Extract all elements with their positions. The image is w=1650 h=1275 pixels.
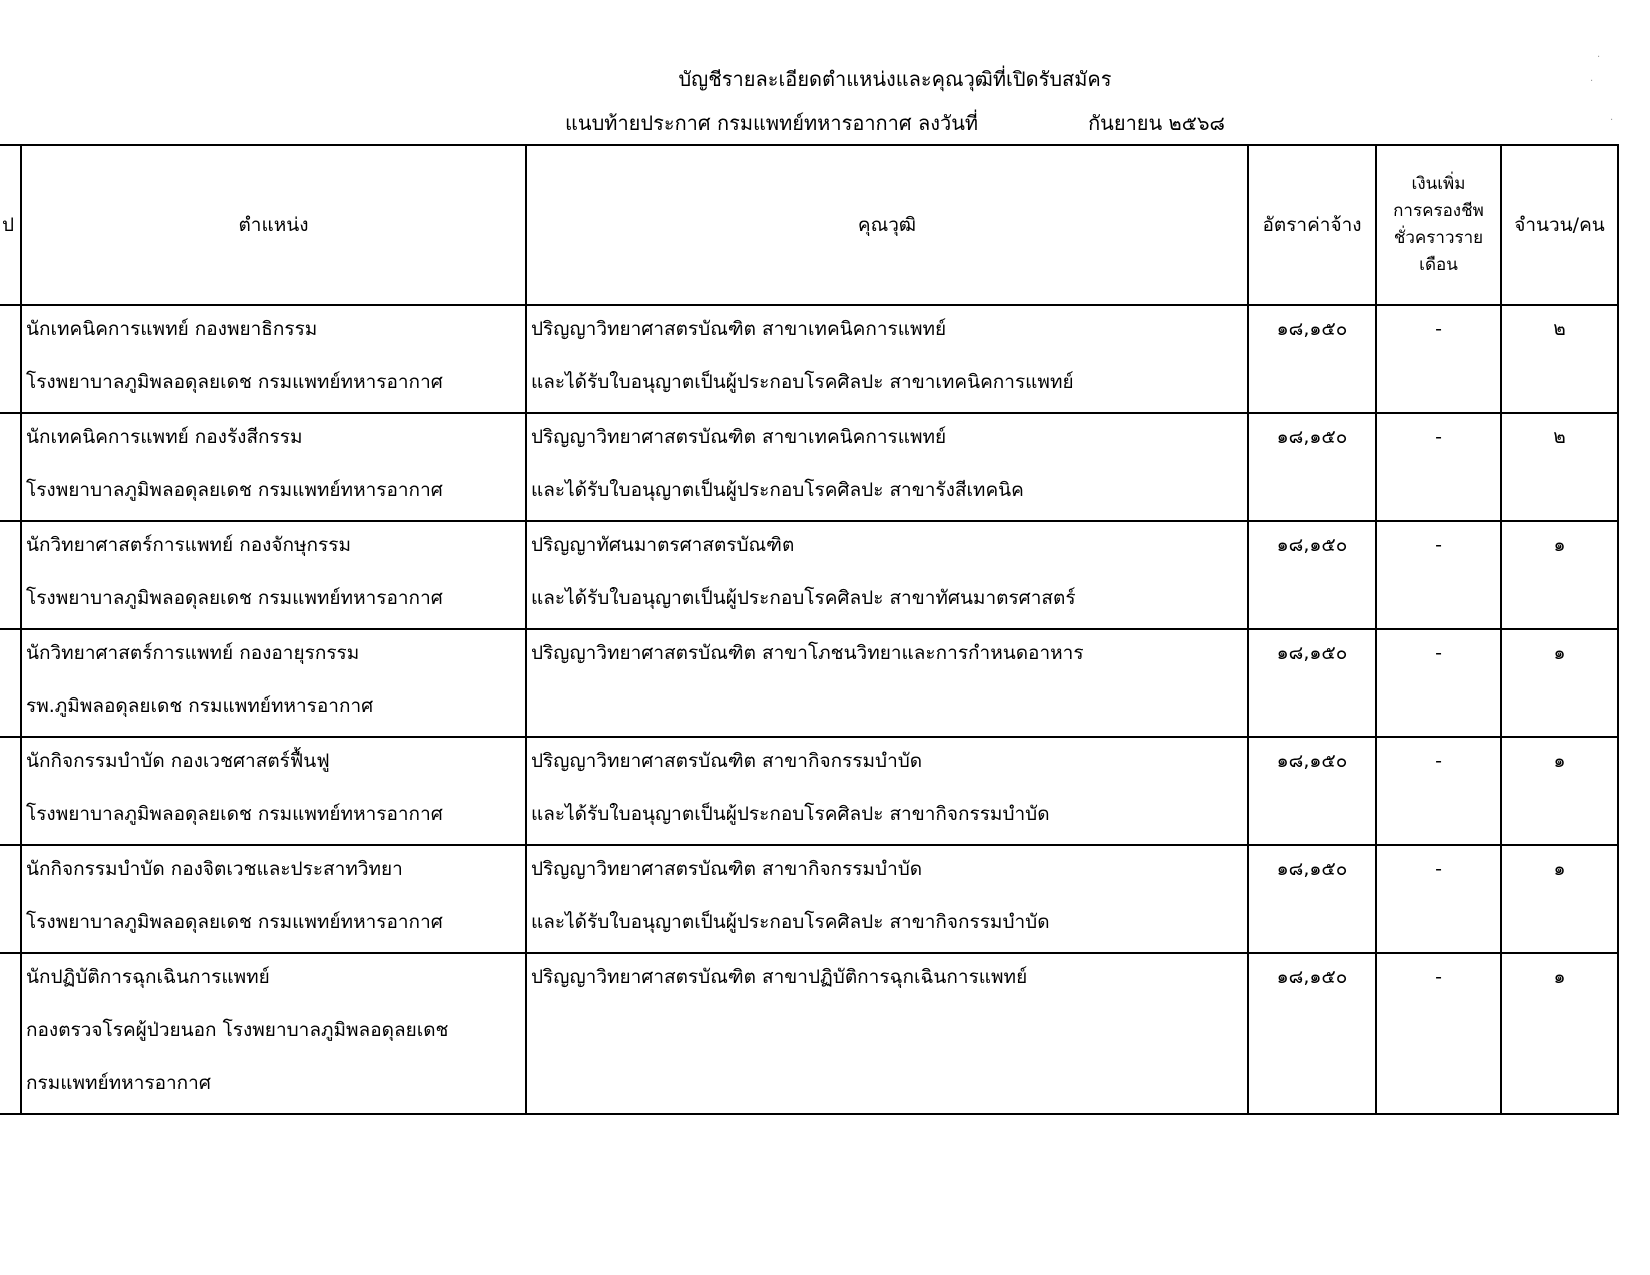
position-cell [21,953,526,1114]
qualification-line: ปริญญาวิทยาศาสตรบัณฑิต สาขากิจกรรมบำบัด [531,750,923,772]
position-line: นักกิจกรรมบำบัด กองเวชศาสตร์ฟื้นฟู [26,750,330,772]
table-row [0,629,1618,737]
table-row [0,953,1618,1114]
order-cell [0,629,21,737]
rate-cell: ๑๘,๑๕๐ [1248,845,1376,953]
scan-speck: · [1597,52,1601,63]
count-cell: ๒ [1501,305,1618,413]
qualification-line: และได้รับใบอนุญาตเป็นผู้ประกอบโรคศิลปะ สาขากิจกรรมบำบัด [531,803,1050,825]
position-line: โรงพยาบาลภูมิพลอดุลยเดช กรมแพทย์ทหารอากาศ [26,587,443,609]
position-line: โรงพยาบาลภูมิพลอดุลยเดช กรมแพทย์ทหารอากาศ [26,911,443,933]
header-position: ตำแหน่ง [21,145,526,305]
count-cell: ๑ [1501,953,1618,1114]
position-cell [21,305,526,413]
position-line: นักปฏิบัติการฉุกเฉินการแพทย์ [26,966,270,988]
header-order: ป [0,145,21,305]
allowance-cell: - [1376,737,1501,845]
count-cell: ๑ [1501,845,1618,953]
qualification-line: ปริญญาวิทยาศาสตรบัณฑิต สาขากิจกรรมบำบัด [531,858,923,880]
position-line: กรมแพทย์ทหารอากาศ [26,1072,211,1094]
position-line: นักวิทยาศาสตร์การแพทย์ กองจักษุกรรม [26,534,351,556]
allowance-cell: - [1376,521,1501,629]
qualification-line: ปริญญาวิทยาศาสตรบัณฑิต สาขาปฏิบัติการฉุกเฉินการแพทย์ [531,966,1028,988]
position-cell [21,521,526,629]
rate-cell: ๑๘,๑๕๐ [1248,737,1376,845]
qualification-cell [526,413,1248,521]
position-line: นักเทคนิคการแพทย์ กองพยาธิกรรม [26,318,318,340]
header-allowance-line: เงินเพิ่ม [1411,174,1466,194]
position-cell [21,845,526,953]
allowance-cell: - [1376,305,1501,413]
header-row [0,145,1618,305]
qualification-line: ปริญญาวิทยาศาสตรบัณฑิต สาขาโภชนวิทยาและการกำหนดอาหาร [531,642,1084,664]
header-count: จำนวน/คน [1501,145,1618,305]
order-cell [0,953,21,1114]
header-allowance-line: ชั่วคราวราย [1393,228,1484,248]
position-cell [21,413,526,521]
position-line: นักกิจกรรมบำบัด กองจิตเวชและประสาทวิทยา [26,858,403,880]
qualification-line: ปริญญาทัศนมาตรศาสตรบัณฑิต [531,534,795,556]
table-row [0,413,1618,521]
position-line: รพ.ภูมิพลอดุลยเดช กรมแพทย์ทหารอากาศ [26,695,374,717]
document-subtitle [0,107,1650,139]
position-cell [21,737,526,845]
table-row [0,305,1618,413]
position-line: กองตรวจโรคผู้ป่วยนอก โรงพยาบาลภูมิพลอดุลยเดช [26,1019,449,1041]
order-cell [0,305,21,413]
position-line: นักวิทยาศาสตร์การแพทย์ กองอายุรกรรม [26,642,360,664]
allowance-cell: - [1376,629,1501,737]
order-cell [0,845,21,953]
qualification-line: และได้รับใบอนุญาตเป็นผู้ประกอบโรคศิลปะ สาขาทัศนมาตรศาสตร์ [531,587,1076,609]
order-cell [0,413,21,521]
qualification-line: ปริญญาวิทยาศาสตรบัณฑิต สาขาเทคนิคการแพทย์ [531,426,947,448]
header-qualification: คุณวุฒิ [526,145,1248,305]
header-allowance [1376,145,1501,305]
positions-table [0,144,1619,1115]
table-row [0,521,1618,629]
position-line: โรงพยาบาลภูมิพลอดุลยเดช กรมแพทย์ทหารอากาศ [26,371,443,393]
header-rate: อัตราค่าจ้าง [1248,145,1376,305]
scan-speck: · [1610,115,1614,126]
subtitle-announcement: แนบท้ายประกาศ กรมแพทย์ทหารอากาศ ลงวันที่ [565,111,979,135]
position-line: โรงพยาบาลภูมิพลอดุลยเดช กรมแพทย์ทหารอากาศ [26,479,443,501]
qualification-cell [526,305,1248,413]
position-line: นักเทคนิคการแพทย์ กองรังสีกรรม [26,426,303,448]
scan-speck: · [1590,76,1594,87]
count-cell: ๑ [1501,737,1618,845]
rate-cell: ๑๘,๑๕๐ [1248,629,1376,737]
header-allowance-line: การครองชีพ [1393,201,1484,221]
rate-cell: ๑๘,๑๕๐ [1248,953,1376,1114]
table-row [0,845,1618,953]
header-allowance-line: เดือน [1419,255,1458,275]
qualification-cell [526,521,1248,629]
qualification-line: ปริญญาวิทยาศาสตรบัณฑิต สาขาเทคนิคการแพทย์ [531,318,947,340]
rate-cell: ๑๘,๑๕๐ [1248,305,1376,413]
qualification-cell [526,629,1248,737]
qualification-line: และได้รับใบอนุญาตเป็นผู้ประกอบโรคศิลปะ สาขารังสีเทคนิค [531,479,1024,501]
position-line: โรงพยาบาลภูมิพลอดุลยเดช กรมแพทย์ทหารอากาศ [26,803,443,825]
rate-cell: ๑๘,๑๕๐ [1248,413,1376,521]
allowance-cell: - [1376,953,1501,1114]
allowance-cell: - [1376,845,1501,953]
order-cell [0,521,21,629]
qualification-cell [526,953,1248,1114]
order-cell [0,737,21,845]
qualification-line: และได้รับใบอนุญาตเป็นผู้ประกอบโรคศิลปะ สาขากิจกรรมบำบัด [531,911,1050,933]
document-title: บัญชีรายละเอียดตำแหน่งและคุณวุฒิที่เปิดรับสมัคร [678,67,1112,91]
qualification-cell [526,737,1248,845]
table-row [0,737,1618,845]
count-cell: ๒ [1501,413,1618,521]
count-cell: ๑ [1501,629,1618,737]
rate-cell: ๑๘,๑๕๐ [1248,521,1376,629]
qualification-cell [526,845,1248,953]
allowance-cell: - [1376,413,1501,521]
position-cell [21,629,526,737]
count-cell: ๑ [1501,521,1618,629]
subtitle-date: กันยายน ๒๕๖๘ [1088,111,1225,135]
qualification-line: และได้รับใบอนุญาตเป็นผู้ประกอบโรคศิลปะ สาขาเทคนิคการแพทย์ [531,371,1074,393]
